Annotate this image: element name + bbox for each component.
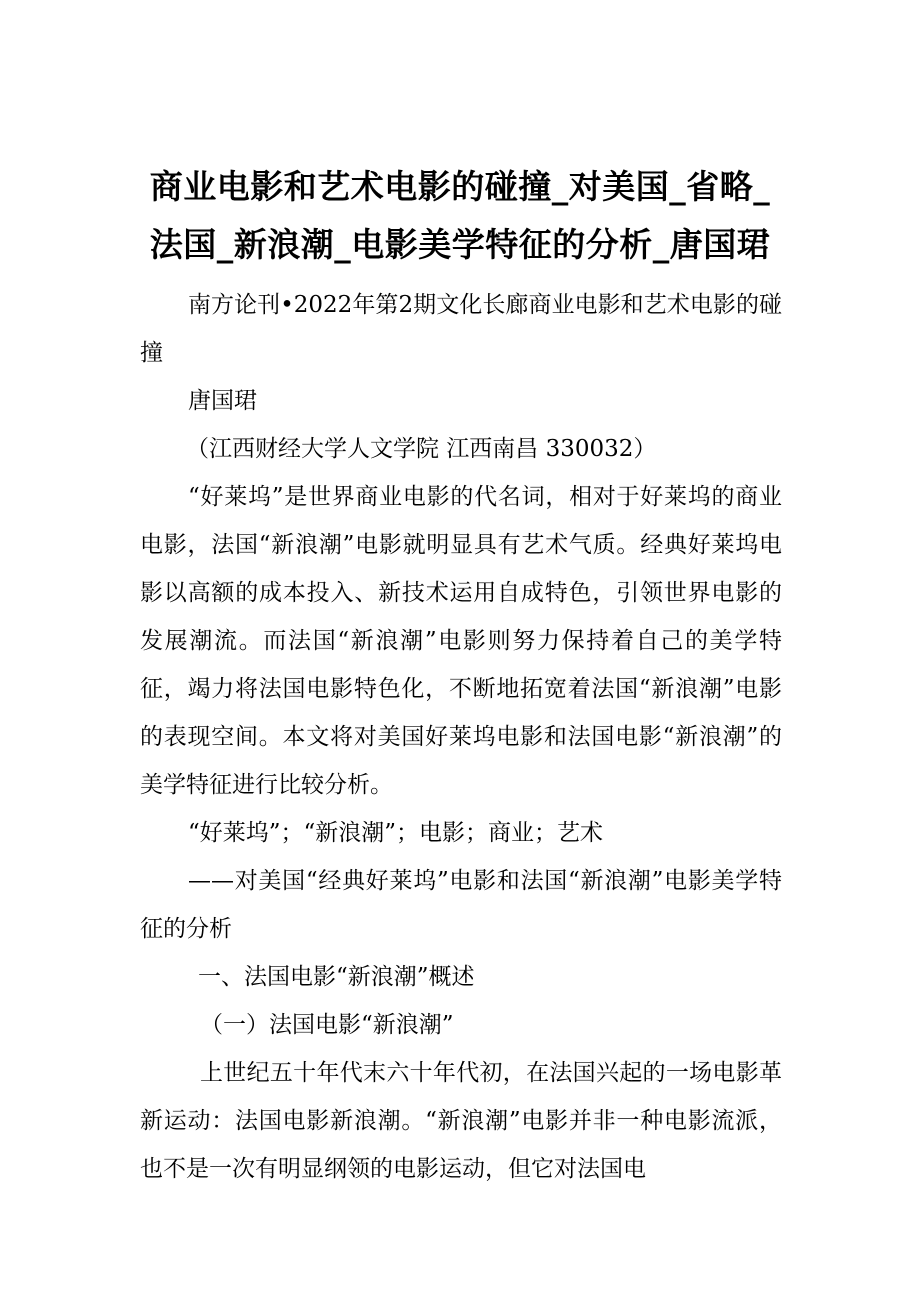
document-title — [120, 158, 800, 274]
section-heading-1-1: （一）法国电影“新浪潮” — [200, 1012, 454, 1038]
author-affiliation: （江西财经大学人文学院 江西南昌 330032） — [186, 436, 657, 462]
keywords-line: “好莱坞”；“新浪潮”；电影；商业；艺术 — [188, 820, 604, 846]
title-line-1: 商业电影和艺术电影的碰撞_对美国_省略_ — [149, 167, 771, 207]
document-body — [140, 281, 782, 1193]
body-paragraph-1: 上世纪五十年代末六十年代初，在法国兴起的一场电影革新运动：法国电影新浪潮。“新浪潮”电影并非一种电影流派，也不是一次有明显纲领的电影运动，但它对法国电 — [140, 1060, 782, 1182]
author-name: 唐国珺 — [188, 388, 257, 414]
section-heading-1: 一、法国电影“新浪潮”概述 — [198, 964, 475, 990]
title-line-2: 法国_新浪潮_电影美学特征的分析_唐国珺 — [149, 225, 771, 265]
source-line: 南方论刊•2022年第2期文化长廊商业电影和艺术电影的碰撞 — [140, 292, 782, 366]
abstract-paragraph: “好莱坞”是世界商业电影的代名词，相对于好莱坞的商业电影，法国“新浪潮”电影就明显具有艺术气质。经典好莱坞电影以高额的成本投入、新技术运用自成特色，引领世界电影的发展潮流。而法国“新浪潮”电影则努力保持着自己的美学特征，竭力将法国电影特色化，不断地拓宽着法国“新浪潮”电影的表现空间。本文将对美国好莱坞电影和法国电影“新浪潮”的美学特征进行比较分析。 — [140, 484, 782, 798]
subtitle-line: ——对美国“经典好莱坞”电影和法国“新浪潮”电影美学特征的分析 — [140, 868, 782, 942]
